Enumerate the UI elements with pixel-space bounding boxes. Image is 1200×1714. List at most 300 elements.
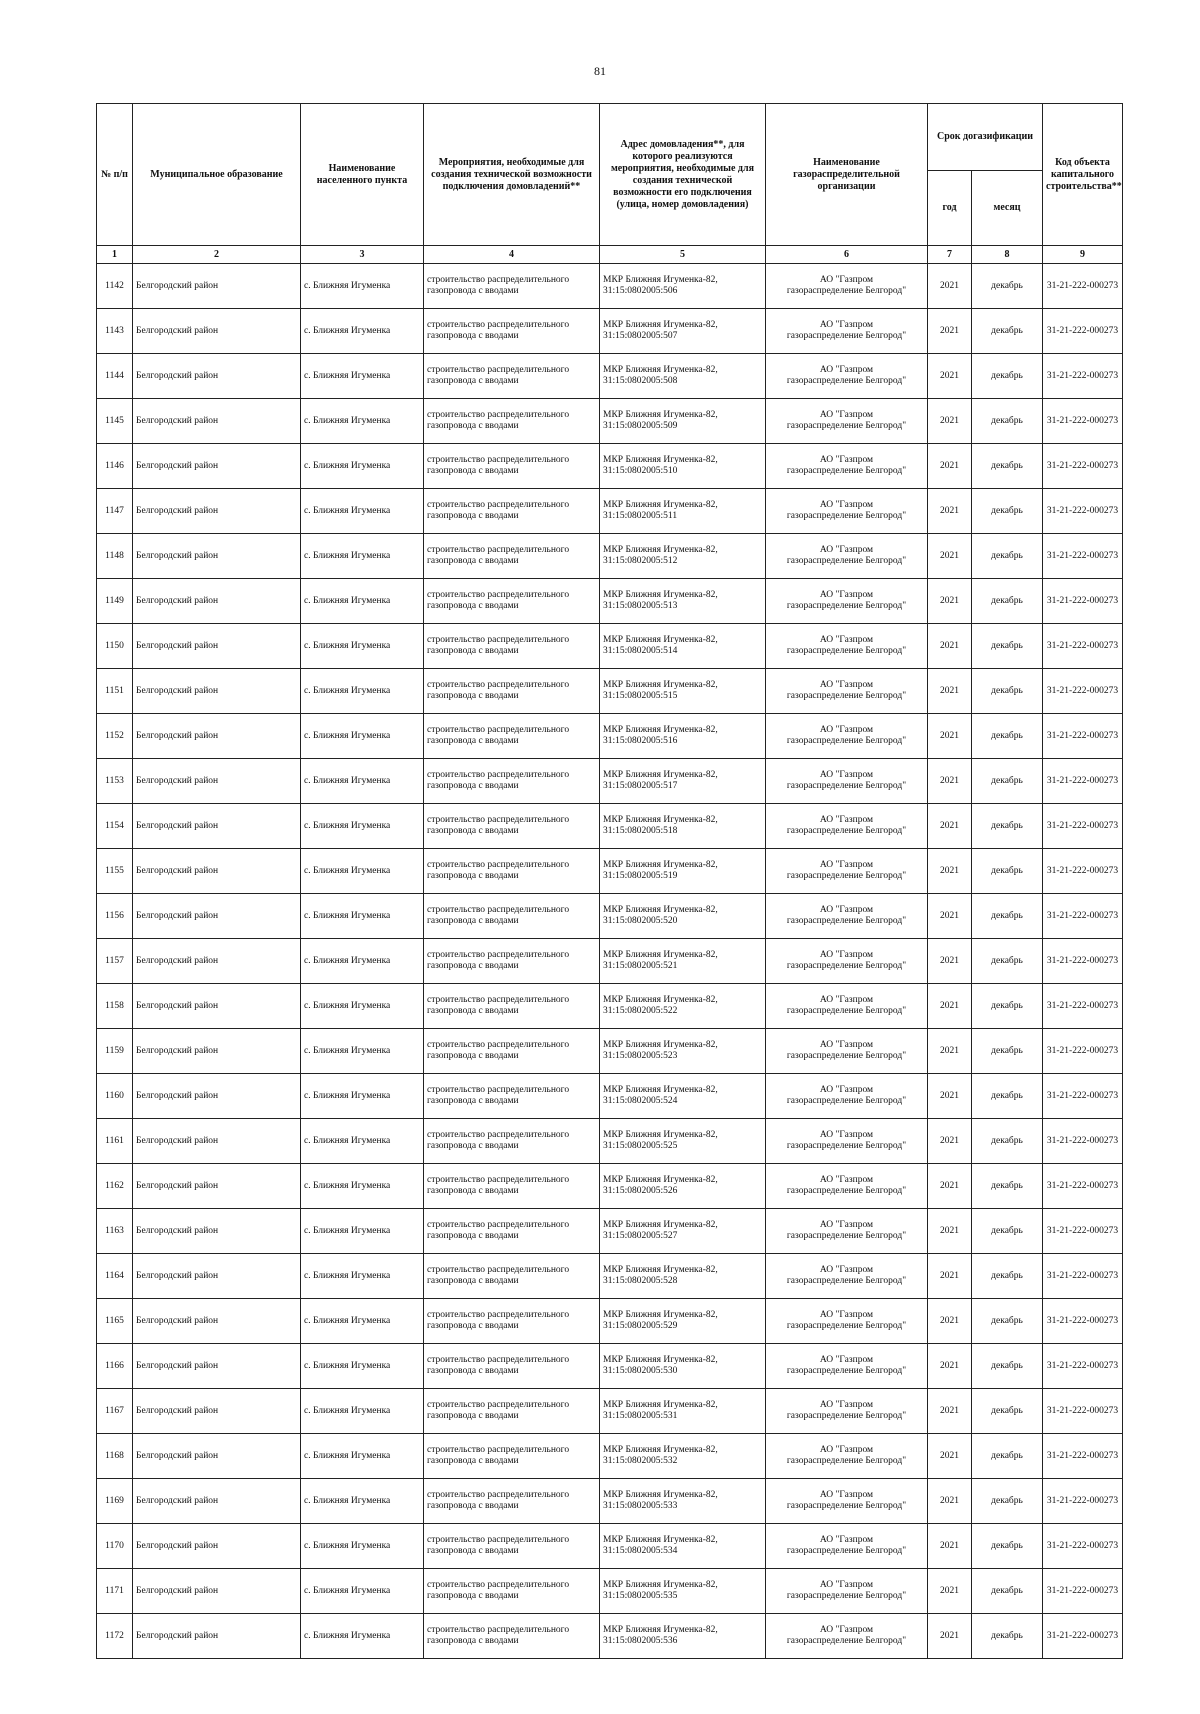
settlement-cell: с. Ближняя Игуменка: [301, 354, 424, 399]
measure-cell-line-1: строительство распределительного: [427, 815, 570, 825]
table-row: [97, 1209, 1123, 1254]
address-cell: [600, 804, 766, 849]
table-header: [97, 104, 1123, 264]
organization-cell-line-2: газораспределение Белгород": [786, 826, 907, 836]
measure-cell-line-1: строительство распределительного: [427, 1085, 570, 1095]
table-row: [97, 714, 1123, 759]
month-cell: декабрь: [972, 1569, 1043, 1614]
row-number: 1154: [97, 804, 133, 849]
object-code-cell: 31-21-222-000273: [1043, 1569, 1123, 1614]
measure-cell-line-1: строительство распределительного: [427, 1220, 570, 1230]
organization-cell-line-1: АО "Газпром: [819, 1355, 874, 1365]
row-number: 1166: [97, 1344, 133, 1389]
table-row: [97, 984, 1123, 1029]
municipality-cell: Белгородский район: [133, 1209, 301, 1254]
organization-cell: [766, 669, 928, 714]
measure-cell: [424, 1479, 600, 1524]
address-cell: [600, 624, 766, 669]
measure-cell: [424, 939, 600, 984]
municipality-cell: Белгородский район: [133, 1254, 301, 1299]
address-cell-line-2: 31:15:0802005:525: [603, 1141, 678, 1151]
address-cell: [600, 1254, 766, 1299]
year-cell: 2021: [928, 669, 972, 714]
settlement-cell: с. Ближняя Игуменка: [301, 1254, 424, 1299]
row-number: 1169: [97, 1479, 133, 1524]
measure-cell-line-2: газопровода с вводами: [427, 1366, 519, 1376]
month-cell: декабрь: [972, 894, 1043, 939]
organization-cell: [766, 489, 928, 534]
municipality-cell: Белгородский район: [133, 1614, 301, 1659]
month-cell: декабрь: [972, 759, 1043, 804]
address-cell-line-1: МКР Ближняя Игуменка-82,: [603, 770, 718, 780]
address-cell-line-2: 31:15:0802005:535: [603, 1591, 678, 1601]
table-row: [97, 1119, 1123, 1164]
organization-cell-line-2: газораспределение Белгород": [786, 556, 907, 566]
column-number: 1: [97, 246, 133, 264]
address-cell-line-2: 31:15:0802005:523: [603, 1051, 678, 1061]
settlement-cell: с. Ближняя Игуменка: [301, 1119, 424, 1164]
organization-cell-line-1: АО "Газпром: [819, 365, 874, 375]
measure-cell: [424, 354, 600, 399]
table-row: [97, 354, 1123, 399]
row-number: 1165: [97, 1299, 133, 1344]
address-cell-line-2: 31:15:0802005:514: [603, 646, 678, 656]
settlement-cell: с. Ближняя Игуменка: [301, 1614, 424, 1659]
month-cell: декабрь: [972, 1344, 1043, 1389]
header-number: № п/п: [97, 104, 133, 246]
year-cell: 2021: [928, 399, 972, 444]
settlement-cell: с. Ближняя Игуменка: [301, 1299, 424, 1344]
organization-cell-line-1: АО "Газпром: [819, 1040, 874, 1050]
organization-cell: [766, 354, 928, 399]
address-cell-line-1: МКР Ближняя Игуменка-82,: [603, 1580, 718, 1590]
municipality-cell: Белгородский район: [133, 489, 301, 534]
address-cell-line-1: МКР Ближняя Игуменка-82,: [603, 1535, 718, 1545]
object-code-cell: 31-21-222-000273: [1043, 1344, 1123, 1389]
organization-cell: [766, 1434, 928, 1479]
address-cell-line-2: 31:15:0802005:518: [603, 826, 678, 836]
organization-cell: [766, 1254, 928, 1299]
measure-cell-line-1: строительство распределительного: [427, 1130, 570, 1140]
year-cell: 2021: [928, 354, 972, 399]
organization-cell-line-1: АО "Газпром: [819, 770, 874, 780]
organization-cell-line-2: газораспределение Белгород": [786, 1501, 907, 1511]
measure-cell-line-1: строительство распределительного: [427, 1265, 570, 1275]
measure-cell: [424, 1434, 600, 1479]
municipality-cell: Белгородский район: [133, 354, 301, 399]
measure-cell-line-2: газопровода с вводами: [427, 466, 519, 476]
month-cell: декабрь: [972, 534, 1043, 579]
row-number: 1145: [97, 399, 133, 444]
address-cell-line-2: 31:15:0802005:512: [603, 556, 678, 566]
address-cell-line-1: МКР Ближняя Игуменка-82,: [603, 1445, 718, 1455]
column-number: 2: [133, 246, 301, 264]
address-cell-line-2: 31:15:0802005:516: [603, 736, 678, 746]
organization-cell-line-2: газораспределение Белгород": [786, 736, 907, 746]
municipality-cell: Белгородский район: [133, 264, 301, 309]
municipality-cell: Белгородский район: [133, 1164, 301, 1209]
column-number: 3: [301, 246, 424, 264]
organization-cell: [766, 1479, 928, 1524]
measure-cell: [424, 1074, 600, 1119]
object-code-cell: 31-21-222-000273: [1043, 489, 1123, 534]
organization-cell: [766, 1524, 928, 1569]
year-cell: 2021: [928, 1344, 972, 1389]
address-cell-line-1: МКР Ближняя Игуменка-82,: [603, 1625, 718, 1635]
organization-cell-line-2: газораспределение Белгород": [786, 1366, 907, 1376]
address-cell-line-2: 31:15:0802005:517: [603, 781, 678, 791]
measure-cell: [424, 534, 600, 579]
address-cell-line-1: МКР Ближняя Игуменка-82,: [603, 365, 718, 375]
organization-cell-line-1: АО "Газпром: [819, 905, 874, 915]
column-number: 7: [928, 246, 972, 264]
settlement-cell: с. Ближняя Игуменка: [301, 1569, 424, 1614]
measure-cell-line-1: строительство распределительного: [427, 590, 570, 600]
measure-cell: [424, 624, 600, 669]
month-cell: декабрь: [972, 1299, 1043, 1344]
settlement-cell: с. Ближняя Игуменка: [301, 1029, 424, 1074]
row-number: 1151: [97, 669, 133, 714]
table-row: [97, 1479, 1123, 1524]
row-number: 1160: [97, 1074, 133, 1119]
year-cell: 2021: [928, 1299, 972, 1344]
organization-cell: [766, 804, 928, 849]
organization-cell-line-1: АО "Газпром: [819, 635, 874, 645]
month-cell: декабрь: [972, 264, 1043, 309]
measure-cell: [424, 1254, 600, 1299]
measure-cell-line-1: строительство распределительного: [427, 860, 570, 870]
object-code-cell: 31-21-222-000273: [1043, 894, 1123, 939]
object-code-cell: 31-21-222-000273: [1043, 534, 1123, 579]
month-cell: декабрь: [972, 804, 1043, 849]
address-cell-line-1: МКР Ближняя Игуменка-82,: [603, 500, 718, 510]
organization-cell-line-1: АО "Газпром: [819, 1490, 874, 1500]
row-number: 1162: [97, 1164, 133, 1209]
address-cell-line-1: МКР Ближняя Игуменка-82,: [603, 455, 718, 465]
year-cell: 2021: [928, 534, 972, 579]
column-number: 5: [600, 246, 766, 264]
settlement-cell: с. Ближняя Игуменка: [301, 1074, 424, 1119]
object-code-cell: 31-21-222-000273: [1043, 939, 1123, 984]
address-cell-line-2: 31:15:0802005:510: [603, 466, 678, 476]
address-cell-line-2: 31:15:0802005:515: [603, 691, 678, 701]
year-cell: 2021: [928, 579, 972, 624]
table-row: [97, 759, 1123, 804]
organization-cell: [766, 984, 928, 1029]
measure-cell-line-1: строительство распределительного: [427, 365, 570, 375]
municipality-cell: Белгородский район: [133, 984, 301, 1029]
row-number: 1143: [97, 309, 133, 354]
address-cell-line-2: 31:15:0802005:509: [603, 421, 678, 431]
organization-cell-line-2: газораспределение Белгород": [786, 871, 907, 881]
organization-cell-line-1: АО "Газпром: [819, 500, 874, 510]
municipality-cell: Белгородский район: [133, 759, 301, 804]
table-row: [97, 1164, 1123, 1209]
table-row: [97, 1254, 1123, 1299]
year-cell: 2021: [928, 309, 972, 354]
organization-cell: [766, 1389, 928, 1434]
organization-cell-line-1: АО "Газпром: [819, 275, 874, 285]
address-cell: [600, 1029, 766, 1074]
object-code-cell: 31-21-222-000273: [1043, 1164, 1123, 1209]
address-cell: [600, 489, 766, 534]
column-number: 9: [1043, 246, 1123, 264]
organization-cell: [766, 1119, 928, 1164]
settlement-cell: с. Ближняя Игуменка: [301, 714, 424, 759]
table-row: [97, 1389, 1123, 1434]
address-cell: [600, 309, 766, 354]
month-cell: декабрь: [972, 1389, 1043, 1434]
organization-cell-line-2: газораспределение Белгород": [786, 916, 907, 926]
year-cell: 2021: [928, 1164, 972, 1209]
year-cell: 2021: [928, 849, 972, 894]
measure-cell-line-1: строительство распределительного: [427, 770, 570, 780]
address-cell: [600, 264, 766, 309]
object-code-cell: 31-21-222-000273: [1043, 399, 1123, 444]
settlement-cell: с. Ближняя Игуменка: [301, 1209, 424, 1254]
address-cell-line-2: 31:15:0802005:536: [603, 1636, 678, 1646]
table-row: [97, 309, 1123, 354]
year-cell: 2021: [928, 759, 972, 804]
row-number: 1167: [97, 1389, 133, 1434]
header-measures: Мероприятия, необходимые для создания технической возможности подключения домовладений**: [424, 104, 600, 246]
row-number: 1147: [97, 489, 133, 534]
municipality-cell: Белгородский район: [133, 1524, 301, 1569]
measure-cell-line-1: строительство распределительного: [427, 275, 570, 285]
address-cell-line-1: МКР Ближняя Игуменка-82,: [603, 680, 718, 690]
settlement-cell: с. Ближняя Игуменка: [301, 894, 424, 939]
address-cell-line-2: 31:15:0802005:506: [603, 286, 678, 296]
object-code-cell: 31-21-222-000273: [1043, 759, 1123, 804]
table-row: [97, 669, 1123, 714]
row-number: 1155: [97, 849, 133, 894]
organization-cell-line-1: АО "Газпром: [819, 410, 874, 420]
organization-cell-line-2: газораспределение Белгород": [786, 1456, 907, 1466]
object-code-cell: 31-21-222-000273: [1043, 1209, 1123, 1254]
row-number: 1142: [97, 264, 133, 309]
measure-cell-line-1: строительство распределительного: [427, 1535, 570, 1545]
organization-cell-line-1: АО "Газпром: [819, 1220, 874, 1230]
measure-cell-line-2: газопровода с вводами: [427, 331, 519, 341]
organization-cell-line-2: газораспределение Белгород": [786, 1141, 907, 1151]
object-code-cell: 31-21-222-000273: [1043, 579, 1123, 624]
measure-cell: [424, 1344, 600, 1389]
year-cell: 2021: [928, 804, 972, 849]
measure-cell-line-2: газопровода с вводами: [427, 1276, 519, 1286]
month-cell: декабрь: [972, 444, 1043, 489]
measure-cell-line-2: газопровода с вводами: [427, 1006, 519, 1016]
measure-cell: [424, 399, 600, 444]
address-cell: [600, 849, 766, 894]
organization-cell-line-1: АО "Газпром: [819, 545, 874, 555]
municipality-cell: Белгородский район: [133, 1389, 301, 1434]
address-cell-line-2: 31:15:0802005:507: [603, 331, 678, 341]
address-cell: [600, 399, 766, 444]
measure-cell: [424, 984, 600, 1029]
address-cell: [600, 894, 766, 939]
measure-cell-line-1: строительство распределительного: [427, 1355, 570, 1365]
table-row: [97, 1524, 1123, 1569]
address-cell: [600, 1614, 766, 1659]
measure-cell-line-2: газопровода с вводами: [427, 286, 519, 296]
row-number: 1159: [97, 1029, 133, 1074]
settlement-cell: с. Ближняя Игуменка: [301, 534, 424, 579]
organization-cell-line-1: АО "Газпром: [819, 455, 874, 465]
month-cell: декабрь: [972, 1164, 1043, 1209]
header-municipality: Муниципальное образование: [133, 104, 301, 246]
address-cell: [600, 1479, 766, 1524]
address-cell: [600, 669, 766, 714]
municipality-cell: Белгородский район: [133, 849, 301, 894]
measure-cell-line-2: газопровода с вводами: [427, 556, 519, 566]
address-cell: [600, 1389, 766, 1434]
object-code-cell: 31-21-222-000273: [1043, 1434, 1123, 1479]
measure-cell-line-1: строительство распределительного: [427, 545, 570, 555]
organization-cell-line-2: газораспределение Белгород": [786, 1231, 907, 1241]
month-cell: декабрь: [972, 399, 1043, 444]
month-cell: декабрь: [972, 669, 1043, 714]
organization-cell: [766, 1614, 928, 1659]
row-number: 1161: [97, 1119, 133, 1164]
organization-cell-line-2: газораспределение Белгород": [786, 1276, 907, 1286]
table-row: [97, 1299, 1123, 1344]
object-code-cell: 31-21-222-000273: [1043, 444, 1123, 489]
address-cell: [600, 354, 766, 399]
organization-cell: [766, 624, 928, 669]
address-cell: [600, 579, 766, 624]
measure-cell-line-2: газопровода с вводами: [427, 601, 519, 611]
address-cell-line-1: МКР Ближняя Игуменка-82,: [603, 1130, 718, 1140]
measure-cell-line-1: строительство распределительного: [427, 1580, 570, 1590]
object-code-cell: 31-21-222-000273: [1043, 1299, 1123, 1344]
object-code-cell: 31-21-222-000273: [1043, 1074, 1123, 1119]
organization-cell: [766, 939, 928, 984]
settlement-cell: с. Ближняя Игуменка: [301, 1164, 424, 1209]
month-cell: декабрь: [972, 1524, 1043, 1569]
measure-cell: [424, 489, 600, 534]
organization-cell-line-2: газораспределение Белгород": [786, 601, 907, 611]
row-number: 1163: [97, 1209, 133, 1254]
month-cell: декабрь: [972, 1434, 1043, 1479]
organization-cell-line-2: газораспределение Белгород": [786, 691, 907, 701]
header-address: Адрес домовладения**, для которого реализуются мероприятия, необходимые для создания технической возможности его подключения (улица, номер домовладения): [600, 104, 766, 246]
organization-cell: [766, 1299, 928, 1344]
year-cell: 2021: [928, 264, 972, 309]
column-number-row: [97, 246, 1123, 264]
table-row: [97, 444, 1123, 489]
organization-cell: [766, 1029, 928, 1074]
table-row: [97, 1569, 1123, 1614]
organization-cell: [766, 444, 928, 489]
settlement-cell: с. Ближняя Игуменка: [301, 399, 424, 444]
address-cell: [600, 1164, 766, 1209]
organization-cell-line-1: АО "Газпром: [819, 950, 874, 960]
settlement-cell: с. Ближняя Игуменка: [301, 1389, 424, 1434]
header-object-code: Код объекта капитального строительства**: [1043, 104, 1123, 246]
year-cell: 2021: [928, 1119, 972, 1164]
organization-cell-line-1: АО "Газпром: [819, 320, 874, 330]
table-row: [97, 1344, 1123, 1389]
address-cell-line-2: 31:15:0802005:519: [603, 871, 678, 881]
settlement-cell: с. Ближняя Игуменка: [301, 444, 424, 489]
table-row: [97, 399, 1123, 444]
measure-cell-line-2: газопровода с вводами: [427, 1186, 519, 1196]
address-cell: [600, 1434, 766, 1479]
organization-cell-line-1: АО "Газпром: [819, 590, 874, 600]
year-cell: 2021: [928, 489, 972, 534]
table-row: [97, 1029, 1123, 1074]
object-code-cell: 31-21-222-000273: [1043, 1254, 1123, 1299]
organization-cell-line-2: газораспределение Белгород": [786, 1411, 907, 1421]
organization-cell-line-2: газораспределение Белгород": [786, 1591, 907, 1601]
organization-cell-line-1: АО "Газпром: [819, 995, 874, 1005]
measure-cell-line-1: строительство распределительного: [427, 455, 570, 465]
organization-cell-line-1: АО "Газпром: [819, 815, 874, 825]
header-deadline-group: Срок догазификации: [928, 104, 1043, 171]
address-cell-line-1: МКР Ближняя Игуменка-82,: [603, 635, 718, 645]
address-cell-line-1: МКР Ближняя Игуменка-82,: [603, 860, 718, 870]
table-row: [97, 579, 1123, 624]
header-settlement: Наименование населенного пункта: [301, 104, 424, 246]
organization-cell-line-1: АО "Газпром: [819, 1175, 874, 1185]
object-code-cell: 31-21-222-000273: [1043, 669, 1123, 714]
table-body: [97, 264, 1123, 1659]
measure-cell-line-1: строительство распределительного: [427, 1400, 570, 1410]
settlement-cell: с. Ближняя Игуменка: [301, 1434, 424, 1479]
year-cell: 2021: [928, 1524, 972, 1569]
month-cell: декабрь: [972, 939, 1043, 984]
month-cell: декабрь: [972, 489, 1043, 534]
settlement-cell: с. Ближняя Игуменка: [301, 759, 424, 804]
object-code-cell: 31-21-222-000273: [1043, 1119, 1123, 1164]
address-cell: [600, 984, 766, 1029]
object-code-cell: 31-21-222-000273: [1043, 849, 1123, 894]
organization-cell-line-2: газораспределение Белгород": [786, 421, 907, 431]
organization-cell: [766, 264, 928, 309]
measure-cell: [424, 1164, 600, 1209]
address-cell-line-1: МКР Ближняя Игуменка-82,: [603, 590, 718, 600]
measure-cell-line-2: газопровода с вводами: [427, 1501, 519, 1511]
measure-cell-line-1: строительство распределительного: [427, 725, 570, 735]
municipality-cell: Белгородский район: [133, 444, 301, 489]
year-cell: 2021: [928, 894, 972, 939]
organization-cell: [766, 849, 928, 894]
month-cell: декабрь: [972, 1029, 1043, 1074]
address-cell-line-1: МКР Ближняя Игуменка-82,: [603, 410, 718, 420]
year-cell: 2021: [928, 984, 972, 1029]
measure-cell: [424, 669, 600, 714]
object-code-cell: 31-21-222-000273: [1043, 1614, 1123, 1659]
settlement-cell: с. Ближняя Игуменка: [301, 489, 424, 534]
measure-cell-line-2: газопровода с вводами: [427, 1411, 519, 1421]
organization-cell-line-2: газораспределение Белгород": [786, 376, 907, 386]
table-row: [97, 1074, 1123, 1119]
measure-cell-line-1: строительство распределительного: [427, 1490, 570, 1500]
measure-cell-line-2: газопровода с вводами: [427, 376, 519, 386]
month-cell: декабрь: [972, 849, 1043, 894]
row-number: 1168: [97, 1434, 133, 1479]
row-number: 1172: [97, 1614, 133, 1659]
measure-cell-line-1: строительство распределительного: [427, 1625, 570, 1635]
table-row: [97, 1434, 1123, 1479]
row-number: 1150: [97, 624, 133, 669]
address-cell: [600, 1524, 766, 1569]
measure-cell-line-1: строительство распределительного: [427, 320, 570, 330]
municipality-cell: Белгородский район: [133, 804, 301, 849]
object-code-cell: 31-21-222-000273: [1043, 714, 1123, 759]
organization-cell: [766, 714, 928, 759]
object-code-cell: 31-21-222-000273: [1043, 1029, 1123, 1074]
